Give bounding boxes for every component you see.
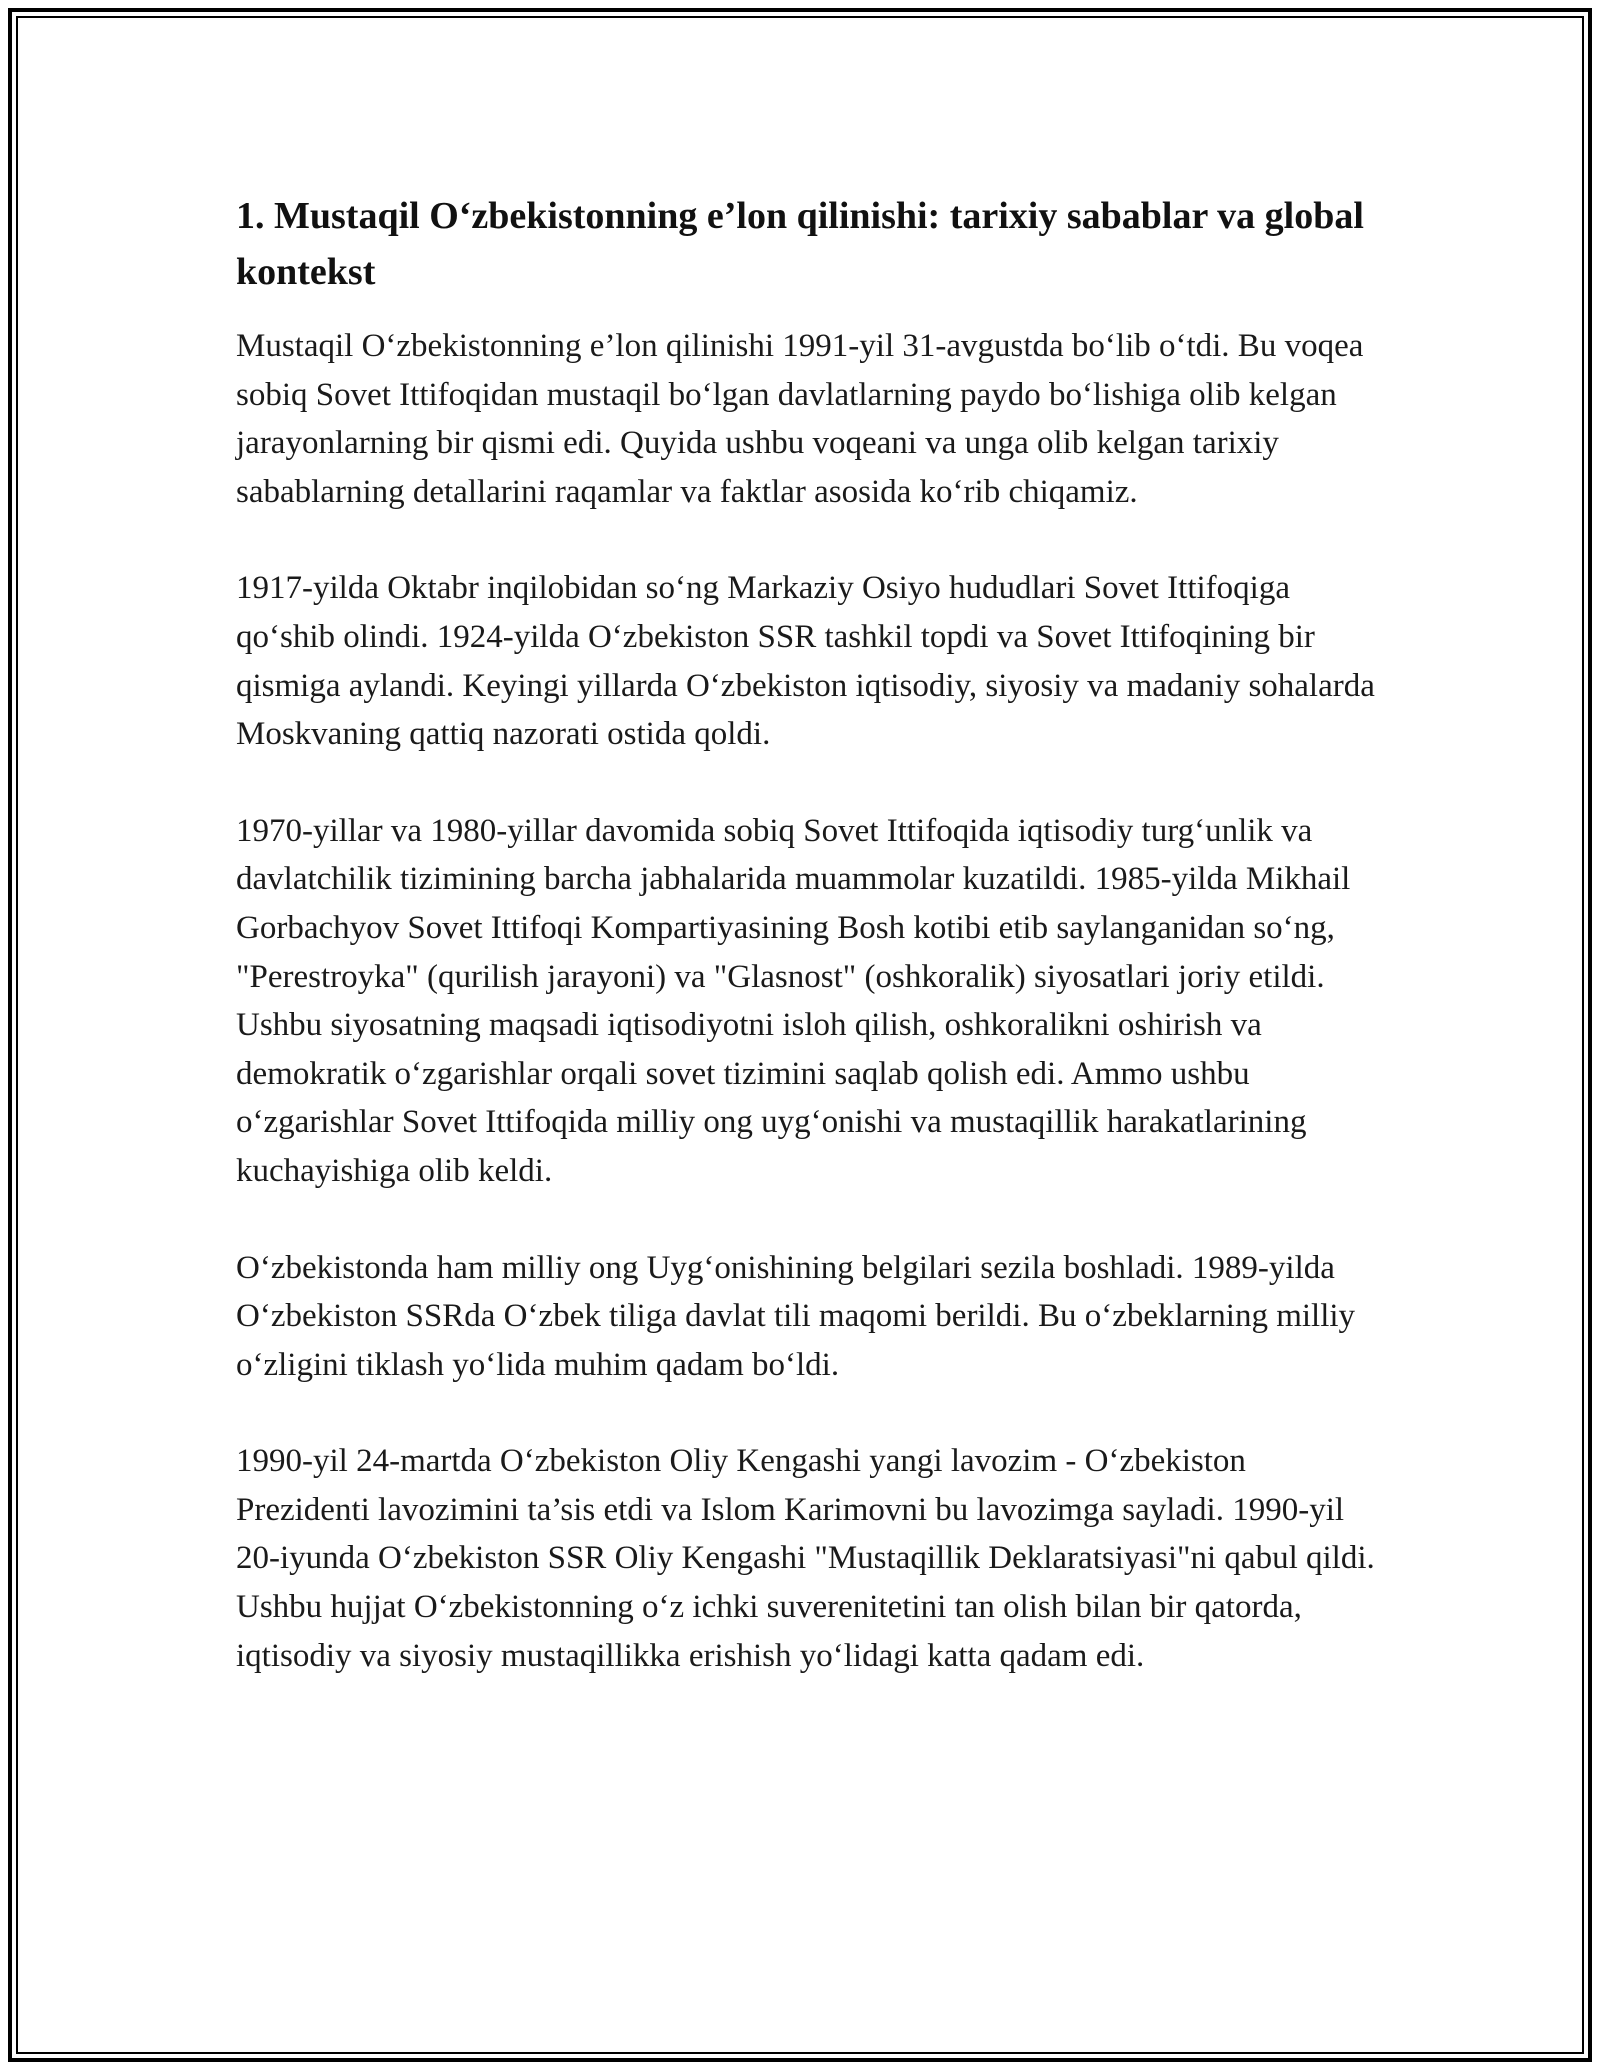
section-heading: 1. Mustaqil O‘zbekistonning e’lon qilinishi: tarixiy sabablar va global kontekst xyxy=(236,195,1364,293)
paragraph-1990: 1990-yil 24-martda O‘zbekiston Oliy Kengashi yangi lavozim - O‘zbekiston Prezidenti lavozimini ta’sis etdi va Islom Karimovni bu lavozimga sayladi. 1990-yil 20-iyunda O‘zbekiston SSR Oliy Kengashi "Mustaqillik Deklaratsiyasi"ni qabul qildi. Ushbu hujjat O‘zbekistonning o‘z ichki suverenitetini tan olish bilan bir qatorda, iqtisodiy va siyosiy mustaqillikka erishish yo‘lidagi katta qadam edi. xyxy=(236,1443,1375,1674)
document-body xyxy=(236,188,1376,1728)
paragraph-1917: 1917-yilda Oktabr inqilobidan so‘ng Markaziy Osiyo hududlari Sovet Ittifoqiga qo‘shib olindi. 1924-yilda O‘zbekiston SSR tashkil topdi va Sovet Ittifoqining bir qismiga aylandi. Keyingi yillarda O‘zbekiston iqtisodiy, siyosiy va madaniy sohalarda Moskvaning qattiq nazorati ostida qoldi. xyxy=(236,570,1375,753)
paragraph-perestroyka: 1970-yillar va 1980-yillar davomida sobiq Sovet Ittifoqida iqtisodiy turg‘unlik va davlatchilik tizimining barcha jabhalarida muammolar kuzatildi. 1985-yilda Mikhail Gorbachyov Sovet Ittifoqi Kompartiyasining Bosh kotibi etib saylanganidan so‘ng, "Perestroyka" (qurilish jarayoni) va "Glasnost" (oshkoralik) siyosatlari joriy etildi. Ushbu siyosatning maqsadi iqtisodiyotni isloh qilish, oshkoralikni oshirish va demokratik o‘zgarishlar orqali sovet tizimini saqlab qolish edi. Ammo ushbu o‘zgarishlar Sovet Ittifoqida milliy ong uyg‘onishi va mustaqillik harakatlarining kuchayishiga olib keldi. xyxy=(236,812,1351,1189)
paragraph-1989: O‘zbekistonda ham milliy ong Uyg‘onishining belgilari sezila boshladi. 1989-yilda O‘zbekiston SSRda O‘zbek tiliga davlat tili maqomi berildi. Bu o‘zbeklarning milliy o‘zligini tiklash yo‘lida muhim qadam bo‘ldi. xyxy=(236,1249,1356,1383)
paragraph-intro: Mustaqil O‘zbekistonning e’lon qilinishi 1991-yil 31-avgustda bo‘lib o‘tdi. Bu voqea sobiq Sovet Ittifoqidan mustaqil bo‘lgan davlatlarning paydo bo‘lishiga olib kelgan jarayonlarning bir qismi edi. Quyida ushbu voqeani va unga olib kelgan tarixiy sabablarning detallarini raqamlar va faktlar asosida ko‘rib chiqamiz. xyxy=(236,328,1364,510)
